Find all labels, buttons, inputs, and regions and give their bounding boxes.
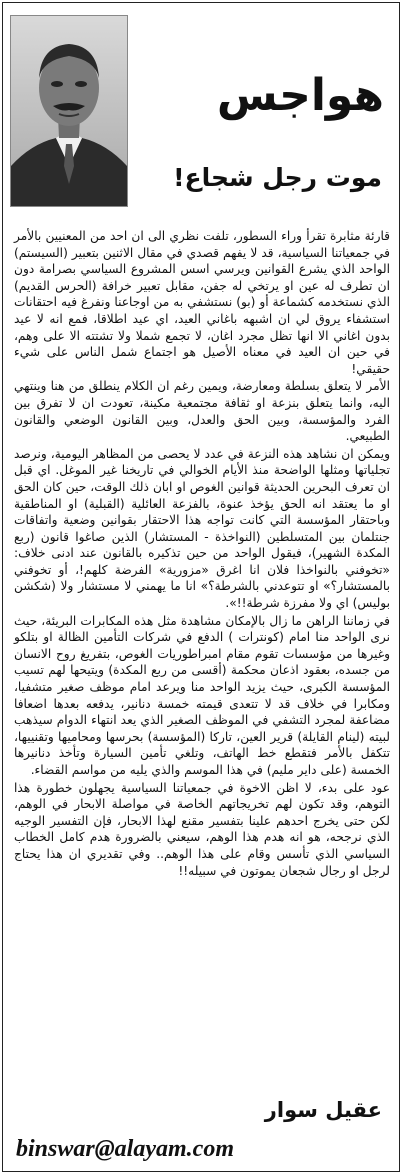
- article-paragraph: في زماننا الراهن ما زال بالإمكان مشاهدة مثل هذه المكابرات البريئة، حيث نرى الواحد منا امام (كونترات ) الدفع في شركات التأمين الظالة او بتلكو وغيرها من مؤسسات تقوم مقام امبراطوريات الغوص، بتفريغ روح الانسان من جسده، بعقود اذعان محكمة (أقسى من ربع المكدة) ويتيحها لهم تسيب المؤسسة الكبرى، حيث يزيد الواحد منا ويرعد امام موظف صغير متشفيا، ومكابرا في خلاف قد لا تتعدى قيمته خمسة دنانير، يدفعه بعدها اضعافا مضاعفة لمجرد التشفي في الموظف الصغير الذي يعد انتهاء الدوام سيذهب لبيته (لينام القايلة) قرير العين، تاركا (المؤسسة) بحرسها ومحاميها وتقنييها، تتكفل بالأمر فتقطع خط الهاتف، وتلغي تأمين السيارة وتأخذ دنانيرها الخمسة (على داير مليم) في هذا الموسم والذي يليه من مواسم القضاء.: [14, 613, 390, 777]
- column-title: هواجس: [216, 70, 384, 121]
- article-paragraph: ويمكن ان نشاهد هذه النزعة في عدد لا يحصى من المظاهر اليومية، ونرصد تجلياتها ومثلها الواضحة منذ الأيام الخوالي في تاريخنا غير الموغل. اي قبل ان تعرف البحرين الحديثة قوانين الغوص او ابان ذلك الوقت، حين كان الحق او ما يعتقد انه الحق يؤخذ عنوة، بالفزعة العائلية (القبلية) او المناطقية وباحتقار المؤسسة التي كانت تواجه هذا الاحتقار بقوانين وضعية واتفاقات جنتلمان بين المتسلطين (النواخذة - المستشار) الذين صاغوا قانون (ربع المكدة الشهير)، فيقول الواحد من حين تذكيره بالقانون عند ادنى خلاف: «تخوفني بالنواخذا فلان انا اغرق «مزورية» الفرضة كلهم!، أو تخوفني بالمستشار؟» او تتوعدني بالشرطة؟» انا ما يهمني لا مستشار ولا (شكشن بوليس) اي ولا مفرزة شرطة!!».: [14, 446, 390, 611]
- article-paragraph: الأمر لا يتعلق بسلطة ومعارضة، ويمين رغم ان الكلام ينطلق من هنا وينتهي اليه، وانما يتعلق بنزعة او ثقافة مجتمعية مكينة، تعودت ان لا تفرق بين الفرد والمؤسسة، وبين الحق والعدل، وبين القانون الوضعي والقانون الطبيعي.: [14, 379, 390, 444]
- article-paragraph: قارئة مثابرة تقرأ وراء السطور، تلفت نظري الى ان احد من المعنيين بالأمر في جمعياتنا السياسية، قد لا يفهم قصدي في مقال الاثنين بتعبير (السيستم) الواحد الذي يشرع القوانين ويرسي اسس المشروع السياسي بصرامة دون ان تطرف له عين او يرتخي له جفن، مقابل تعبير خرافة (الحرس القديم) الذي نستخدمه كشماعة أو (بو) نستشفي به من اوجاعنا ونفرغ فيه احتقانات استشفاء يروق لي ان اشبهه باغاني العيد، اي عيد اطلاقا، فمع انه لا عيد بدون اغاني الا انها تظل مجرد اغان، لا تجمع شملا ولا تشتته الا على وهم، في حين ان العيد في معناه الأصيل هو اجتماع شمل الناس على شيء حقيقي!: [14, 229, 390, 376]
- headline: موت رجل شجاع!: [173, 163, 382, 192]
- portrait-icon: [11, 16, 127, 206]
- author-name: عقيل سوار: [264, 1098, 382, 1122]
- columnist-photo: [10, 15, 128, 207]
- article-paragraph: عود على بدء، لا اظن الاخوة في جمعياتنا السياسية يجهلون خطورة هذا التوهم، وقد تكون لهم تخريجاتهم الخاصة في مواصلة الابحار في الوهم، لكن حتى يخرج احدهم علينا بتفسير مقنع لهذا الابحار، فإن التفسير الوجيه الذي نرجحه، هو انه هدم هذا الوهم، سيعني بالضرورة هدم كامل الخطاب السياسي الذي تأسس وقام على هذا الوهم.. وفي تقديري ان هذا يحتاج لرجل او رجال شجعان يموتون في سبيله!!: [14, 780, 390, 878]
- author-email[interactable]: binswar@alayam.com: [16, 1136, 234, 1162]
- article-body: [14, 228, 390, 880]
